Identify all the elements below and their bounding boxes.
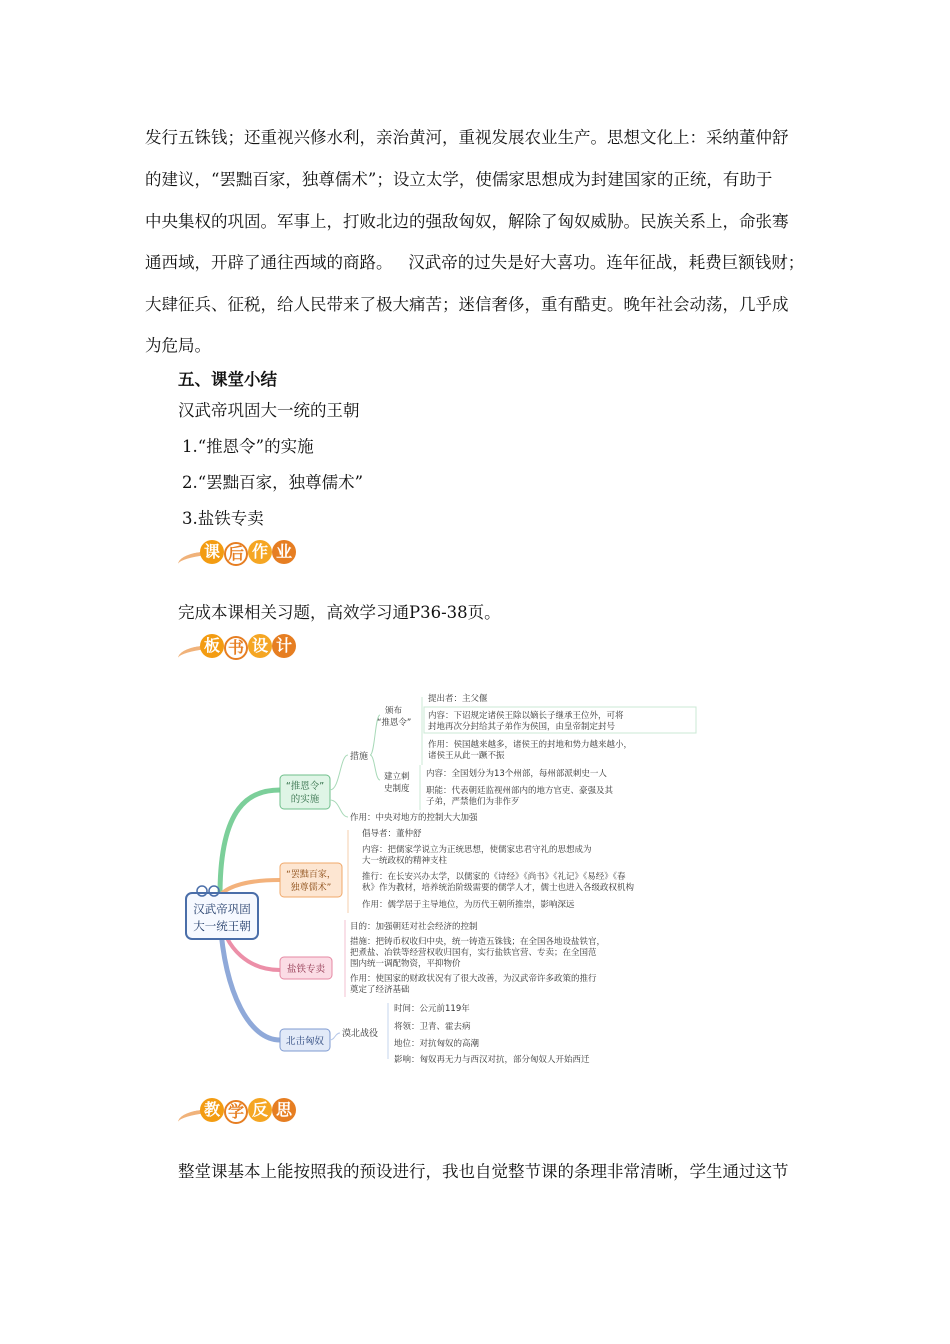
banner-char: 板 [200,634,224,658]
content-text: 内容：下诏规定诸侯王除以嫡长子继承王位外，可将 [428,711,624,721]
generals-text: 将领：卫青、霍去病 [394,1022,471,1032]
measures-text: 把煮盐、冶铁等经营权收归国有，实行盐铁官营、专卖；在全国范 [350,948,597,958]
banner-char: 书 [224,636,248,660]
time-text: 时间：公元前119年 [394,1004,470,1014]
system-label: 建立刺 [384,772,410,782]
sys-duty-text: 职能：代表朝廷监视州部内的地方官吏、豪强及其 [426,786,614,796]
homework-text: 完成本课相关习题，高效学习通P36-38页。 [178,603,501,622]
intro-line-2: 的建议，“罢黜百家，独尊儒术”；设立太学，使儒家思想成为封建国家的正统，有助于 [145,170,773,189]
summary-item-3: 3.盐铁专卖 [182,509,264,528]
branch-label: “罢黜百家， [286,870,336,880]
branch-label: “推恩令” [285,781,325,792]
center-line-1: 汉武帝巩固 [193,902,251,916]
effect-text: 作用：使国家的财政状况有了很大改善，为汉武帝许多政策的推行 [350,974,597,984]
mind-map [180,685,700,1070]
measures-label: 措施 [350,752,369,762]
intro-line-6: 为危局。 [145,336,211,355]
branch-label: 独尊儒术” [290,883,332,893]
promote-text: 秋》作为教材，培养统治阶级需要的儒学人才，儒士也进入各级政权机构 [362,883,635,893]
system-label: 史制度 [384,784,410,794]
content-text: 封地再次分封给其子弟作为侯国，由皇帝制定封号 [428,722,616,732]
summary-heading: 五、课堂小结 [178,370,277,389]
banner-char: 学 [224,1100,248,1124]
measures-text: 措施：把铸币权收归中央，统一铸造五铢钱；在全国各地设盐铁官， [350,937,606,947]
intro-line-1: 发行五铢钱；还重视兴修水利，亲治黄河，重视发展农业生产。思想文化上：采纳董仲舒 [145,128,789,147]
intro-line-3: 中央集权的巩固。军事上，打败北边的强敌匈奴，解除了匈奴威胁。民族关系上，命张骞 [145,212,789,231]
reflection-text: 整堂课基本上能按照我的预设进行，我也自觉整节课的条理非常清晰，学生通过这节 [178,1162,789,1181]
banner-char: 反 [248,1098,272,1122]
banner-char: 后 [224,542,248,566]
effect-text: 作用：侯国越来越多，诸侯王的封地和势力越来越小， [428,740,633,750]
summary-item-2: 2.“罢黜百家，独尊儒术” [182,473,364,492]
sys-content-text: 内容：全国划分为13个州部，每州部派刺史一人 [426,769,607,779]
status-text: 地位：对抗匈奴的高潮 [394,1039,480,1049]
sys-duty-text: 子弟，严禁他们为非作歹 [426,797,520,807]
branch-label: 北击匈奴 [285,1036,325,1047]
effect-text: 作用：中央对地方的控制大大加强 [350,813,478,823]
effect-text: 作用：儒学居于主导地位，为历代王朝所推崇，影响深远 [362,900,575,910]
banner-char: 业 [272,540,296,564]
banner-char: 教 [200,1098,224,1122]
impact-text: 影响：匈奴再无力与西汉对抗，部分匈奴人开始西迁 [394,1055,590,1065]
purpose-text: 目的：加强朝廷对社会经济的控制 [350,922,478,932]
banner-char: 计 [272,634,296,658]
center-line-2: 大一统王朝 [193,919,251,933]
intro-line-4: 通西域，开辟了通往西域的商路。 汉武帝的过失是好大喜功。连年征战，耗费巨额钱财； [145,253,805,272]
banner-char: 思 [272,1098,296,1122]
branch-label: 盐铁专卖 [286,964,326,975]
advocate-text: 倡导者：董仲舒 [362,829,422,839]
promote-text: 推行：在长安兴办太学，以儒家的《诗经》《尚书》《礼记》《易经》《春 [362,872,626,882]
content-text: 大一统政权的精神支柱 [362,856,448,866]
banner-char: 作 [248,540,272,564]
summary-item-1: 1.“推恩令”的实施 [182,437,314,456]
effect-text: 诸侯王从此一蹶不振 [428,751,505,761]
intro-line-5: 大肆征兵、征税，给人民带来了极大痛苦；迷信奢侈，重有酷吏。晚年社会动荡，几乎成 [145,295,789,314]
measures-text: 围内统一调配物资，平抑物价 [350,959,461,969]
battle-label: 漠北战役 [342,1029,379,1039]
branch-label: 的实施 [290,794,320,805]
summary-subtitle: 汉武帝巩固大一统的王朝 [178,401,360,420]
content-text: 内容：把儒家学说立为正统思想，使儒家忠君守礼的思想成为 [362,845,592,855]
banner-char: 设 [248,634,272,658]
proposer-text: 提出者：主父偃 [428,694,488,704]
issue-label: “推恩令” [377,718,412,728]
issue-label: 颁布 [385,706,403,716]
banner-char: 课 [200,540,224,564]
effect-text: 奠定了经济基础 [350,985,410,995]
